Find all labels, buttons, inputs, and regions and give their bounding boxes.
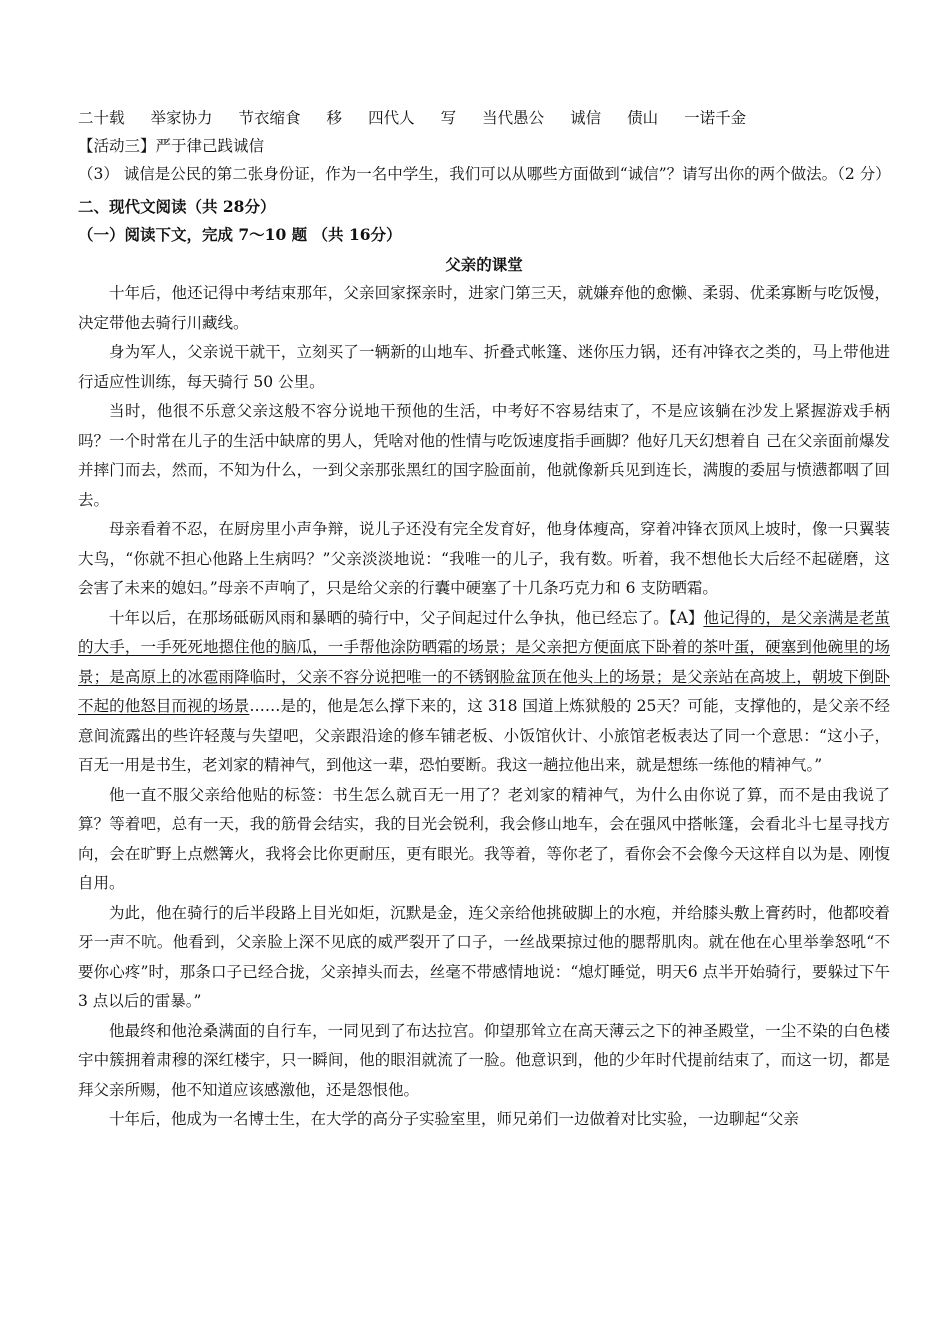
paragraph-5 bbox=[78, 604, 890, 781]
paragraph-4: 母亲看着不忍，在厨房里小声争辩，说儿子还没有完全发育好，他身体瘦高，穿着冲锋衣顶风上坡时，像一只翼装大鸟，“你就不担心他路上生病吗？”父亲淡淡地说：“我唯一的儿子，我有数。听着，我不想他长大后经不起磋磨，这会害了未来的媳妇。”母亲不声响了，只是给父亲的行囊中硬塞了十几条巧克力和 6 支防晒霜。 bbox=[78, 520, 890, 597]
word-bank-item: 当代愚公 bbox=[482, 109, 545, 127]
word-bank-item: 写 bbox=[440, 109, 457, 127]
paragraph-5-rest: ……是的，他是怎么撑下来的，这 318 国道上炼狱般的 25天？可能，支撑他的，是父亲不经意间流露出的些许轻蔑与失望吧，父亲跟沿途的修车铺老板、小饭馆伙计、小旅馆老板表达了同一个意思：“这小子，百无一用是书生，老刘家的精神气，到他这一辈，恐怕要断。我这一趟拉他出来，就是想练一练他的精神气。” bbox=[78, 697, 890, 774]
activity-heading: 【活动三】严于律己践诚信 bbox=[78, 137, 265, 155]
word-bank-item: 移 bbox=[326, 109, 343, 127]
question-3: （3） 诚信是公民的第二张身份证，作为一名中学生，我们可以从哪些方面做到“诚信”？请写出你的两个做法。（2 分） bbox=[78, 165, 891, 183]
paragraph-2: 身为军人，父亲说干就干，立刻买了一辆新的山地车、折叠式帐篷、迷你压力锅，还有冲锋衣之类的，马上带他进行适应性训练，每天骑行 50 公里。 bbox=[78, 343, 890, 391]
paragraph-3: 当时，他很不乐意父亲这般不容分说地干预他的生活，中考好不容易结束了，不是应该躺在沙发上紧握游戏手柄吗？一个时常在儿子的生活中缺席的男人，凭啥对他的性情与吃饭速度指手画脚？他好几天幻想着自 己在父亲面前爆发并摔门而去，然而，不知为什么，一到父亲那张黑红的国字脸面前，他就像新兵见到连长，满腹的委屈与愤懑都咽了回去。 bbox=[78, 402, 890, 509]
paragraph-1: 十年后，他还记得中考结束那年，父亲回家探亲时，进家门第三天，就嫌弃他的愈懒、柔弱、优柔寡断与吃饭慢，决定带他去骑行川藏线。 bbox=[78, 284, 890, 332]
section-heading: 二、现代文阅读（共 28分） bbox=[78, 197, 276, 216]
subsection-heading: （一）阅读下文，完成 7～10 题 （共 16分） bbox=[78, 225, 402, 244]
article-title: 父亲的课堂 bbox=[445, 255, 523, 274]
word-bank-item: 诚信 bbox=[570, 109, 602, 127]
word-bank bbox=[78, 104, 890, 132]
underlined-passage-a: 他记得的，是父亲满是老茧的大手，一手死死地摁住他的脑瓜，一手帮他涂防晒霜的场景；是父亲把方便面底下卧着的茶叶蛋，硬塞到他碗里的场景；是高原上的冰雹雨降临时，父亲不容分说把唯一的不锈钢脸盆顶在他头上的场景；是父亲站在高坡上，朝坡下倒卧不起的他怒目而视的场景 bbox=[78, 608, 890, 715]
paragraph-9: 十年后，他成为一名博士生，在大学的高分子实验室里，师兄弟们一边做着对比实验，一边聊起“父亲 bbox=[109, 1110, 799, 1128]
paragraph-6: 他一直不服父亲给他贴的标签：书生怎么就百无一用了？老刘家的精神气，为什么由你说了算，而不是由我说了算？等着吧，总有一天，我的筋骨会结实，我的目光会锐利，我会修山地车，会在强风中搭帐篷，会看北斗七星寻找方向，会在旷野上点燃篝火，我将会比你更耐压，更有眼光。我等着，等你老了，看你会不会像今天这样自以为是、刚愎自用。 bbox=[78, 785, 890, 892]
document-page bbox=[78, 104, 890, 1135]
word-bank-item: 节衣缩食 bbox=[238, 109, 301, 127]
word-bank-item: 债山 bbox=[627, 109, 659, 127]
word-bank-item: 一诺千金 bbox=[684, 109, 747, 127]
paragraph-5-lead: 十年以后，在那场砥砺风雨和暴晒的骑行中，父子间起过什么争执，他已经忘了。【A】 bbox=[109, 608, 704, 627]
paragraph-7: 为此，他在骑行的后半段路上目光如炬，沉默是金，连父亲给他挑破脚上的水疱，并给膝头敷上膏药时，他都咬着牙一声不吭。他看到，父亲脸上深不见底的威严裂开了口子，一丝战栗掠过他的腮帮肌肉。就在他在心里举拳怒吼“不要你心疼”时，那条口子已经合拢，父亲掉头而去，丝毫不带感情地说：“熄灯睡觉，明天6 点半开始骑行，要躲过下午 3 点以后的雷暴。” bbox=[78, 903, 890, 1010]
word-bank-item: 举家协力 bbox=[150, 109, 213, 127]
word-bank-item: 四代人 bbox=[368, 109, 415, 127]
paragraph-8: 他最终和他沧桑满面的自行车，一同见到了布达拉宫。仰望那耸立在高天薄云之下的神圣殿堂，一尘不染的白色楼宇中簇拥着肃穆的深红楼宇，只一瞬间，他的眼泪就流了一脸。他意识到，他的少年时代提前结束了，而这一切，都是拜父亲所赐，他不知道应该感激他，还是怨恨他。 bbox=[78, 1021, 890, 1099]
word-bank-item: 二十载 bbox=[78, 109, 125, 127]
